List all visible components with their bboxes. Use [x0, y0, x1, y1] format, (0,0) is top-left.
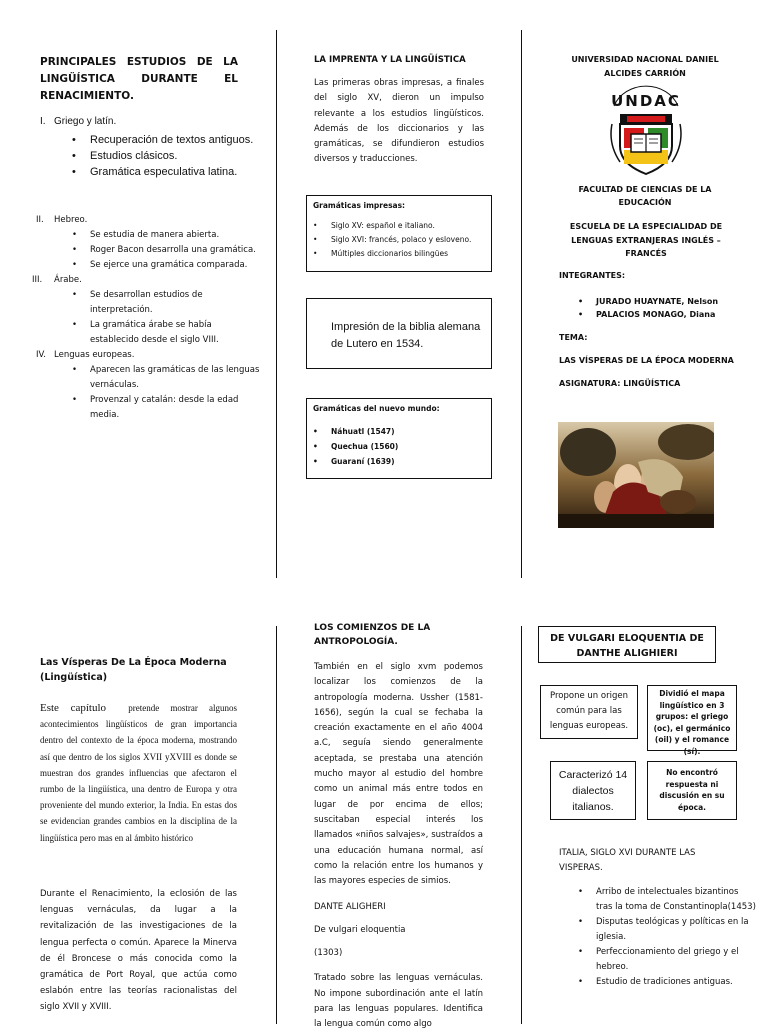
para-lead: Este capítulo: [40, 702, 106, 714]
list-item: • Roger Bacon desarrolla una gramática.: [72, 243, 262, 258]
p2-middle-column: [314, 622, 483, 1033]
list-item: • Perfeccionamiento del griego y el hebreo.: [578, 945, 756, 975]
p1-middle-column: [314, 55, 484, 168]
list-item: • Arribo de intelectuales bizantinos tras la toma de Constantinopla(1453): [578, 885, 756, 915]
section-head: Hebreo.: [54, 215, 88, 225]
section-1: [40, 115, 260, 180]
box-text: Propone un origen común para las lenguas europeas.: [549, 691, 629, 731]
list-item: • Disputas teológicas y políticas en la iglesia.: [578, 915, 756, 945]
p2-left-title: Las Vísperas De La Época Moderna (Lingüística): [40, 657, 227, 683]
p2-middle-para2: Tratado sobre las lenguas vernáculas. No impone subordinación ante el latín para las lenguas populares. Identifica la lengua común como algo: [314, 973, 483, 1030]
school-name: ESCUELA DE LA ESPECIALIDAD DE LENGUAS EXTRANJERAS INGLÉS – FRANCÉS: [569, 222, 723, 258]
list-item: • Quechua (1560): [313, 439, 485, 454]
painting-image: [558, 422, 714, 528]
section-2: [32, 213, 262, 423]
work-title: De vulgari eloquentia: [314, 925, 406, 936]
p2-middle-para1: También en el siglo xvm podemos localizar los comienzos de la antropología moderna. Ussher (1581-1656), según la cual se fechaba la creación exactamente en el año 4004 a.C, seguía siendo generalmente aceptada, se prestaba una atención mucho mayor al estudio del hombre como un animal más entre todos en lugar de por encima de ellos; suscitaban especial interés los llamados «niños salvajes», sustraídos a una educación humana normal, así como la relación entre los humanos y las mayores especies de simios.: [314, 662, 483, 887]
list-item: • Se estudia de manera abierta.: [72, 228, 262, 243]
divider-bottom-right: [521, 626, 522, 1024]
p2-left-para1: [40, 700, 237, 846]
box-text: No encontró respuesta ni discusión en su época.: [659, 768, 725, 812]
faculty-name: FACULTAD DE CIENCIAS DE LA EDUCACIÓN: [578, 185, 712, 207]
subject: ASIGNATURA: LINGÜÍSTICA: [559, 379, 681, 388]
box-title: DE VULGARI ELOQUENTIA DE DANTHE ALIGHIERI: [550, 633, 704, 659]
section-num: II.: [36, 215, 44, 225]
new-world-grammars-box: [306, 398, 492, 479]
map-box: [647, 685, 737, 756]
response-box: [647, 761, 737, 820]
list-item: • Provenzal y catalán: desde la edad media.: [72, 393, 262, 423]
italia-list: [578, 885, 756, 990]
box-text: Impresión de la biblia alemana de Lutero en 1534.: [331, 321, 481, 350]
p1-left-title: PRINCIPALES ESTUDIOS DE LA LINGÜÍSTICA DURANTE EL RENACIMIENTO.: [40, 56, 238, 102]
list-item: • Se ejerce una gramática comparada.: [72, 258, 262, 273]
list-item: • La gramática árabe se había establecido desde el siglo VIII.: [72, 318, 262, 348]
members-list: [578, 295, 728, 321]
dante-title-box: [538, 626, 716, 663]
members-label: INTEGRANTES:: [559, 271, 626, 280]
origin-box: [540, 685, 638, 739]
p2-left-para2: Durante el Renacimiento, la eclosión de las lenguas vernáculas, da lugar a la revitalización de las investigaciones de la lengua perfecta o común. Aparece la Minerva de él Broncese o más conocida como la gramática de Port Royal, que actúa como eslabón entre las teorías racionalistas del siglo XVII y XVIII.: [40, 889, 237, 1013]
renaissance-painting: [558, 422, 714, 528]
p1-middle-intro: Las primeras obras impresas, a finales del siglo XV, dieron un impulso relevante a los estudios lingüísticos. Además de los diccionarios y las gramáticas, se difundieron estudios diversos y traducciones.: [314, 78, 484, 165]
p1-middle-title: LA IMPRENTA Y LA LINGÜÍSTICA: [314, 55, 466, 65]
topic-label: TEMA:: [559, 333, 588, 342]
dialects-box: [550, 761, 636, 820]
undac-logo: [606, 84, 686, 176]
list-item: • Siglo XVI: francés, polaco y esloveno.: [313, 233, 485, 247]
university-name: UNIVERSIDAD NACIONAL DANIEL ALCIDES CARRIÓN: [571, 55, 719, 78]
para-body: pretende mostrar algunos acontecimientos lingüísticos de gran importancia dentro del contexto de la época moderna, mostrando así que dentro de los siglos XVII yXVIII es donde se muestran dos grandes influencias que afectaron el rumbo de la lingüística, una dentro de Europa y otra proveniente del mundo exterior, la India. En estas dos se evidencian grandes cambios en la disciplina de la lingüística pero mas en al ámbito histórico: [40, 703, 237, 843]
list-item: • Múltiples diccionarios bilingües: [313, 247, 485, 261]
list-item: • Recuperación de textos antiguos.: [72, 132, 260, 148]
box-title: Gramáticas del nuevo mundo:: [313, 404, 440, 413]
section-head: Lenguas europeas.: [54, 350, 135, 360]
luther-bible-box: [306, 298, 492, 369]
list-item: • Estudios clásicos.: [72, 148, 260, 164]
member-name: • PALACIOS MONAGO, Diana: [578, 308, 728, 321]
member-name: • JURADO HUAYNATE, Nelson: [578, 295, 728, 308]
p2-middle-title: LOS COMIENZOS DE LA ANTROPOLOGÍA.: [314, 623, 431, 647]
work-year: (1303): [314, 948, 343, 959]
list-item: • Guaraní (1639): [313, 454, 485, 469]
printed-grammars-box: [306, 195, 492, 272]
list-item: • Náhuatl (1547): [313, 424, 485, 439]
divider-bottom-left: [276, 626, 277, 1024]
p1-left-column: [40, 54, 238, 105]
divider-top-left: [276, 30, 277, 578]
list-item: • Estudio de tradiciones antiguas.: [578, 975, 756, 990]
section-head: Griego y latín.: [54, 116, 117, 127]
divider-top-right: [521, 30, 522, 578]
list-item: • Aparecen las gramáticas de las lenguas vernáculas.: [72, 363, 262, 393]
section-head: Árabe.: [54, 275, 82, 285]
box-text: Caracterizó 14 dialectos italianos.: [558, 769, 628, 813]
dante-name: DANTE ALIGHERI: [314, 902, 386, 913]
university-shield-icon: [606, 84, 686, 176]
section-num: III.: [32, 275, 43, 285]
box-text: Dividió el mapa lingüístico en 3 grupos: el griego (oc), el germánico (oil) y el romance (sí).: [653, 689, 731, 756]
logo-lettering: UNDAC: [611, 92, 681, 110]
topic: LAS VÍSPERAS DE LA ÉPOCA MODERNA: [559, 356, 734, 365]
italia-heading: ITALIA, SIGLO XVI DURANTE LAS VISPERAS.: [559, 848, 696, 873]
section-num: I.: [40, 116, 46, 127]
list-item: • Se desarrollan estudios de interpretación.: [72, 288, 262, 318]
list-item: • Siglo XV: español e italiano.: [313, 219, 485, 233]
list-item: • Gramática especulativa latina.: [72, 164, 260, 180]
box-title: Gramáticas impresas:: [313, 201, 406, 210]
section-num: IV.: [36, 350, 46, 360]
